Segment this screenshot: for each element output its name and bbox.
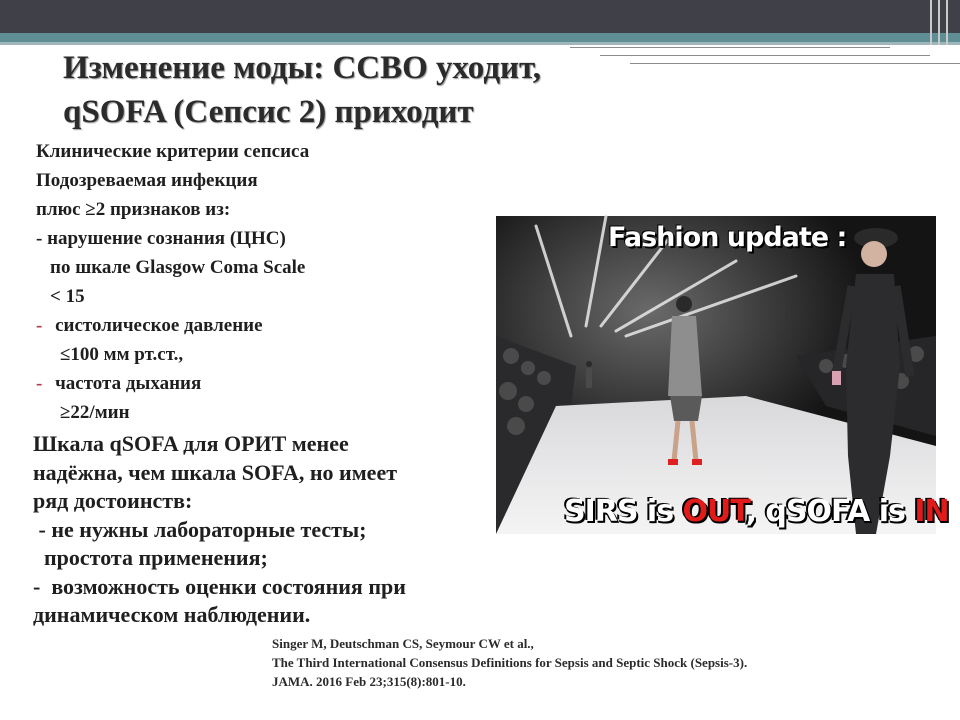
qsofa-line: динамическом наблюдении.	[33, 602, 311, 627]
criteria-line: плюс ≥2 признаков из:	[36, 199, 231, 220]
caption-in: IN	[914, 494, 949, 529]
fashion-runway-image	[496, 216, 949, 534]
qsofa-line: - не нужны лабораторные тесты;	[33, 516, 367, 542]
caption-fashion-update: Fashion update :	[608, 222, 847, 253]
top-bar	[0, 0, 960, 33]
criteria-line: < 15	[50, 286, 85, 307]
qsofa-line: Шкала qSOFA для ОРИТ менее	[33, 431, 349, 456]
citation-line: Singer M, Deutschman CS, Seymour CW et al.,	[272, 636, 534, 651]
qsofa-line: ряд достоинств:	[33, 488, 193, 513]
citation-line: The Third International Consensus Definitions for Sepsis and Septic Shock (Sepsis-3).	[272, 655, 748, 670]
criteria-line: - нарушение сознания (ЦНС)	[36, 228, 286, 249]
caption-out: OUT	[682, 494, 746, 529]
caption-sirs-qsofa	[564, 494, 949, 529]
runway-illustration	[496, 216, 936, 534]
criteria-line: Клинические критерии сепсиса	[36, 141, 310, 162]
citation	[272, 634, 747, 691]
citation-line: JAMA. 2016 Feb 23;315(8):801-10.	[272, 674, 466, 689]
criteria-line: по шкале Glasgow Coma Scale	[50, 257, 306, 278]
caption-part: SIRS is	[564, 494, 683, 529]
criteria-bullet-item	[36, 369, 476, 398]
criteria-line: ≤100 мм рт.ст.,	[60, 344, 184, 365]
bullet-marker: -	[36, 315, 43, 336]
criteria-line: Подозреваемая инфекция	[36, 170, 258, 191]
caption-part: , qSOFA is	[745, 494, 915, 529]
corner-decoration	[924, 0, 960, 45]
criteria-line: ≥22/мин	[60, 402, 130, 423]
qsofa-line: - возможность оценки состояния при	[33, 573, 406, 599]
criteria-bullet-item	[36, 311, 476, 340]
qsofa-line: простота применения;	[33, 545, 268, 570]
title-line: Изменение моды: ССВО уходит,	[63, 50, 542, 86]
sepsis-criteria	[36, 137, 476, 427]
criteria-text: систолическое давление	[55, 315, 263, 336]
accent-bar	[0, 33, 960, 42]
slide-title	[63, 46, 703, 134]
bullet-marker: -	[36, 373, 43, 394]
qsofa-paragraph	[33, 430, 493, 630]
title-line: qSOFA (Сепсис 2) приходит	[63, 94, 474, 130]
criteria-text: частота дыхания	[55, 373, 202, 394]
qsofa-line: надёжна, чем шкала SOFA, но имеет	[33, 459, 398, 485]
